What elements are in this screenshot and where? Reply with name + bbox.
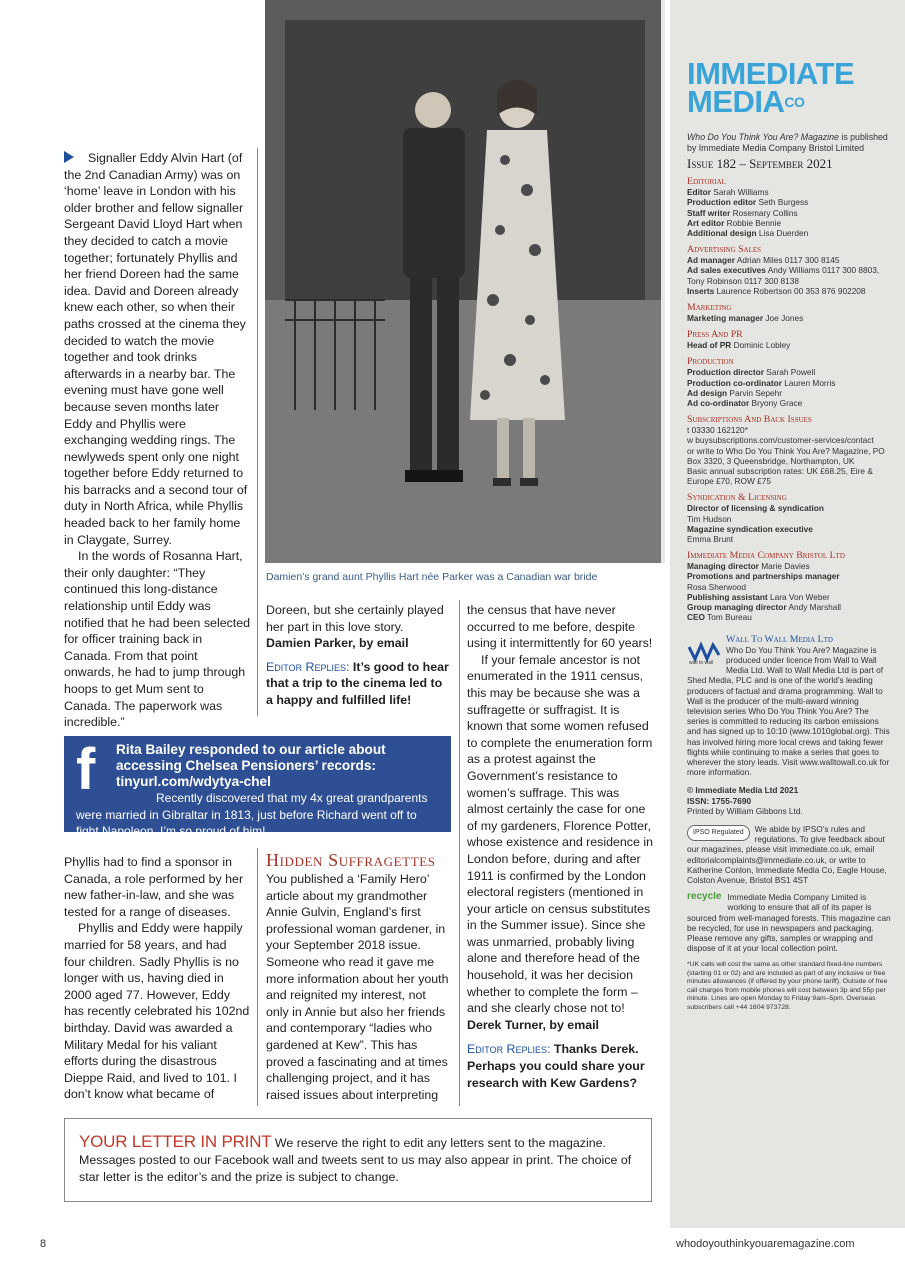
article-column-1-bottom [64,854,250,1103]
couple-photo-illustration [265,0,665,563]
staff-line: Additional design Lisa Duerden [687,228,809,239]
staff-line: CEO Tom Bureau [687,612,752,623]
staff-line: t 03330 162120* [687,425,748,436]
staff-line: Art editor Robbie Bennie [687,217,782,228]
staff-line: Magazine syndication executive [687,523,813,534]
ipso-block [687,824,893,885]
page-number: 8 [40,1238,47,1250]
column-rule [257,148,258,716]
copyright-block: © Immediate Media Ltd 2021 ISSN: 1755-7690 Printed by William Gibbons Ltd. [687,785,803,816]
staff-line: Head of PR Dominic Lobley [687,340,791,351]
staff-line: Basic annual subscription rates: UK £68.25, Eire & Europe £70, ROW £75 [687,466,873,487]
article-column-3 [467,602,655,1091]
staff-section-heading: Advertising Sales [687,244,762,256]
recycle-text: Immediate Media Company Limited is working to ensure that all of its paper is sourced from well-managed forests. This magazine can be recycled, for use in newspapers and packaging. Please remove any gifts, samples or wrapping and dispose of it at your local collection point. [687,892,891,954]
masthead-sidebar [670,0,905,1228]
article-paragraph: Phyllis had to find a sponsor in Canada, a role performed by her new father-in-law, and she was tested for a range of diseases. [64,855,244,919]
article-paragraph: Doreen, but she certainly played her part in this love story. [266,603,444,634]
article-paragraph: You published a ‘Family Hero’ article about my grandmother Annie Gulvin, England’s first professional woman gardener, in your September 2018 issue. Someone who read it gave me more information about her youth and reignited my interest, not only in Annie but also her friends and contemporary “ladies who gardened at Kew”. This has proved a fascinating and at times challenging project, and it has raised issues about interpreting [266,872,449,1102]
article-paragraph: the census that have never occurred to me before, despite using it intermittently for 60 years! [467,603,653,651]
hidden-suffragettes-heading: Hidden Suffragettes [266,850,436,870]
staff-line: Production co-ordinator Lauren Morris [687,377,836,388]
staff-section-heading: Press And PR [687,329,743,341]
facebook-body: Recently discovered that my 4x great grandparents were married in Gibraltar in 1813, just before Richard went off to fight Napoleon. I’m so proud of him! [76,791,428,838]
staff-line: Editor Sarah Williams [687,187,769,198]
staff-line: Inserts Laurence Robertson 00 353 876 902208 [687,285,866,296]
staff-sections [687,176,893,622]
article-paragraph: If your female ancestor is not enumerated in the 1911 census, this may be because she was a suffragette or suffragist. It is known that some women refused to complete the enumeration form as a protest against the Government’s resistance to women’s suffrage. This was almost certainly the case for one of my gardeners, Florence Potter, whose existence and residence in London before, during and after 1911 is confirmed by the London electoral registers (mentioned in your article on census substitutes in the Summer issue). Since she was unmarried, probably living alone and therefore head of the household, it was her decision whether to complete the form – and she clearly chose not to! [467,652,653,1016]
staff-line: Rosa Sherwood [687,581,747,592]
immediate-media-logo: IMMEDIATE $MEDIA^{CO}$ [687,56,855,119]
staff-section-heading: Editorial [687,176,726,188]
letter-in-print-title: YOUR LETTER IN PRINT [79,1132,272,1151]
website-url: whodoyouthinkyouaremagazine.com [676,1238,855,1250]
editor-reply: Editor Replies: Thanks Derek. Perhaps you could share your research with Kew Gardens? [467,1042,645,1090]
photo-caption: Damien’s grand aunt Phyllis Hart née Parker was a Canadian war bride [266,571,598,583]
staff-line: Emma Brunt [687,534,734,545]
staff-line: Publishing assistant Lara Von Weber [687,591,830,602]
column-rule [459,600,460,1106]
letter-in-print-box [64,1118,652,1202]
triangle-bullet-icon [64,151,74,163]
staff-section-heading: Production [687,356,734,368]
staff-line: Staff writer Rosemary Collins [687,207,798,218]
staff-line: Tim Hudson [687,513,732,524]
wall-to-wall-text: Who Do You Think You Are? Magazine is produced under licence from Wall to Wall Media Ltd. Wall to Wall Media Ltd is part of Shed Media, PLC and is one of the world’s leading producers of factual and drama programming. Wall to Wall is the producer of the multi-award winning television series Who Do You Think You Are? The series is committed to reducing its carbon emissions and has signed up to 10:10 (www.1010global.org). This has involved hiring more local crews and taking fewer flights while continuing to make a series that goes to wherever the story leads. Visit www.walltowall.co.uk for more information. [687,644,890,778]
letter-signature: Damien Parker, by email [266,636,409,651]
call-charges-footnote: *UK calls will cost the same as other standard fixed-line numbers (starting 01 or 02) and are included as part of any inclusive or free minutes allowances (if offered by your phone tariff). Outside of free call charges from mobile phones will cost between 3p and 55p per minute. Lines are open Monday to Friday 9am–5pm. Overseas subscribers call +44 1604 973728. [687,961,888,1011]
facebook-icon: f [76,737,96,802]
article-paragraph: Signaller Eddy Alvin Hart (of the 2nd Canadian Army) was on ‘home’ leave in London with his older brother and fellow signaller Sergeant David Lloyd Hart when they decided to catch a movie together; fortunately Phyllis and her friend Doreen had the same idea. David and Doreen already knew each other, so when their paths crossed at the cinema they decided to watch the movie together and took drinks afterwards in a nearby bar. The evening must have gone well because seven months later Eddy and Phyllis were exchanging wedding rings. The newlyweds spent only one night together before Eddy returned to his barracks and a second tour of duty in North Africa, while Phyllis headed back to her family home in Claygate, Surrey. [64,151,248,547]
column-rule [257,848,258,1106]
publisher-statement: Who Do You Think You Are? Magazine is published by Immediate Media Company Bristol Limited [687,132,888,153]
editor-replies-label: Editor Replies: [266,659,350,674]
staff-line: Production editor Seth Burgess [687,197,809,208]
editor-reply: Editor Replies: It’s good to hear that a trip to the cinema led to a happy and fulfilled life! [266,659,449,707]
ipso-regulated-badge: IPSO Regulated [687,825,750,841]
staff-line: Ad sales executives Andy Williams 0117 300 8803, Tony Robinson 0117 300 8138 [687,265,880,286]
facebook-heading: Rita Bailey responded to our article about accessing Chelsea Pensioners’ records: tinyurl.com/wdytya-chel [116,742,386,789]
letter-in-print-text: We reserve the right to edit any letters sent to the magazine. Messages posted to our Facebook wall and tweets sent to us may also appear in print. The choice of star letter is the editor’s and the prize is subject to change. [79,1136,632,1184]
article-column-2-top [266,602,450,709]
svg-text:wall to wall: wall to wall [689,659,714,665]
wall-to-wall-block [687,635,893,778]
editor-replies-label: Editor Replies: [467,1042,551,1057]
staff-line: or write to Who Do You Think You Are? Magazine, PO Box 3320, 3 Queensbridge, Northampton, UK [687,445,885,466]
wedding-photo [265,0,665,563]
staff-line: Director of licensing & syndication [687,503,824,514]
staff-section-heading: Marketing [687,302,732,314]
staff-line: Group managing director Andy Marshall [687,602,842,613]
staff-section-heading: Syndication & Licensing [687,492,787,504]
staff-line: w buysubscriptions.com/customer-services/contact [687,435,874,446]
article-column-1-top [64,150,250,731]
staff-line: Marketing manager Joe Jones [687,313,804,324]
staff-line: Promotions and partnerships manager [687,571,840,582]
hidden-suffragettes-letter [266,850,450,1103]
issue-number: Issue 182 – September 2021 [687,156,833,171]
staff-section-heading: Immediate Media Company Bristol Ltd [687,550,845,562]
wall-to-wall-heading: Wall To Wall Media Ltd [726,634,833,645]
ipso-text: We abide by IPSO’s rules and regulations. To give feedback about our magazines, please visit immediate.co.uk, email editorialcomplaints@immediate.co.uk, or write to Katherine Conlon, Immediate Media Co, Eagle House, Colston Avenue, Bristol BS1 4ST [687,823,887,885]
staff-line: Managing director Marie Davies [687,561,810,572]
article-paragraph: In the words of Rosanna Hart, their only daughter: “They continued this long-distance relationship until Eddy was notified that he had been selected for officer training back in Canada. From that point onwards, he had to jump through hoops to get Mum sent to Canada. The paperwork was incredible.” [64,549,251,730]
staff-section-heading: Subscriptions And Back Issues [687,414,812,426]
staff-line: Ad manager Adrian Miles 0117 300 8145 [687,255,840,266]
staff-line: Production director Sarah Powell [687,367,816,378]
recycle-block [687,892,893,953]
letter-signature: Derek Turner, by email [467,1017,599,1032]
staff-line: Ad co-ordinator Bryony Grace [687,398,803,409]
wall-to-wall-logo-icon [687,637,721,665]
facebook-letter-box [64,736,451,838]
staff-line: Ad design Parvin Sepehr [687,387,782,398]
recycle-logo: recycle [687,892,722,903]
article-paragraph: Phyllis and Eddy were happily married for 58 years, and had four children. Sadly Phyllis is no longer with us, having died in 2000 aged 77. However, Eddy has recently celebrated his 102nd birthday. David was awarded a Military Medal for his valiant efforts during the disastrous Dieppe Raid, and lived to 101. I don’t know what became of [64,921,250,1102]
